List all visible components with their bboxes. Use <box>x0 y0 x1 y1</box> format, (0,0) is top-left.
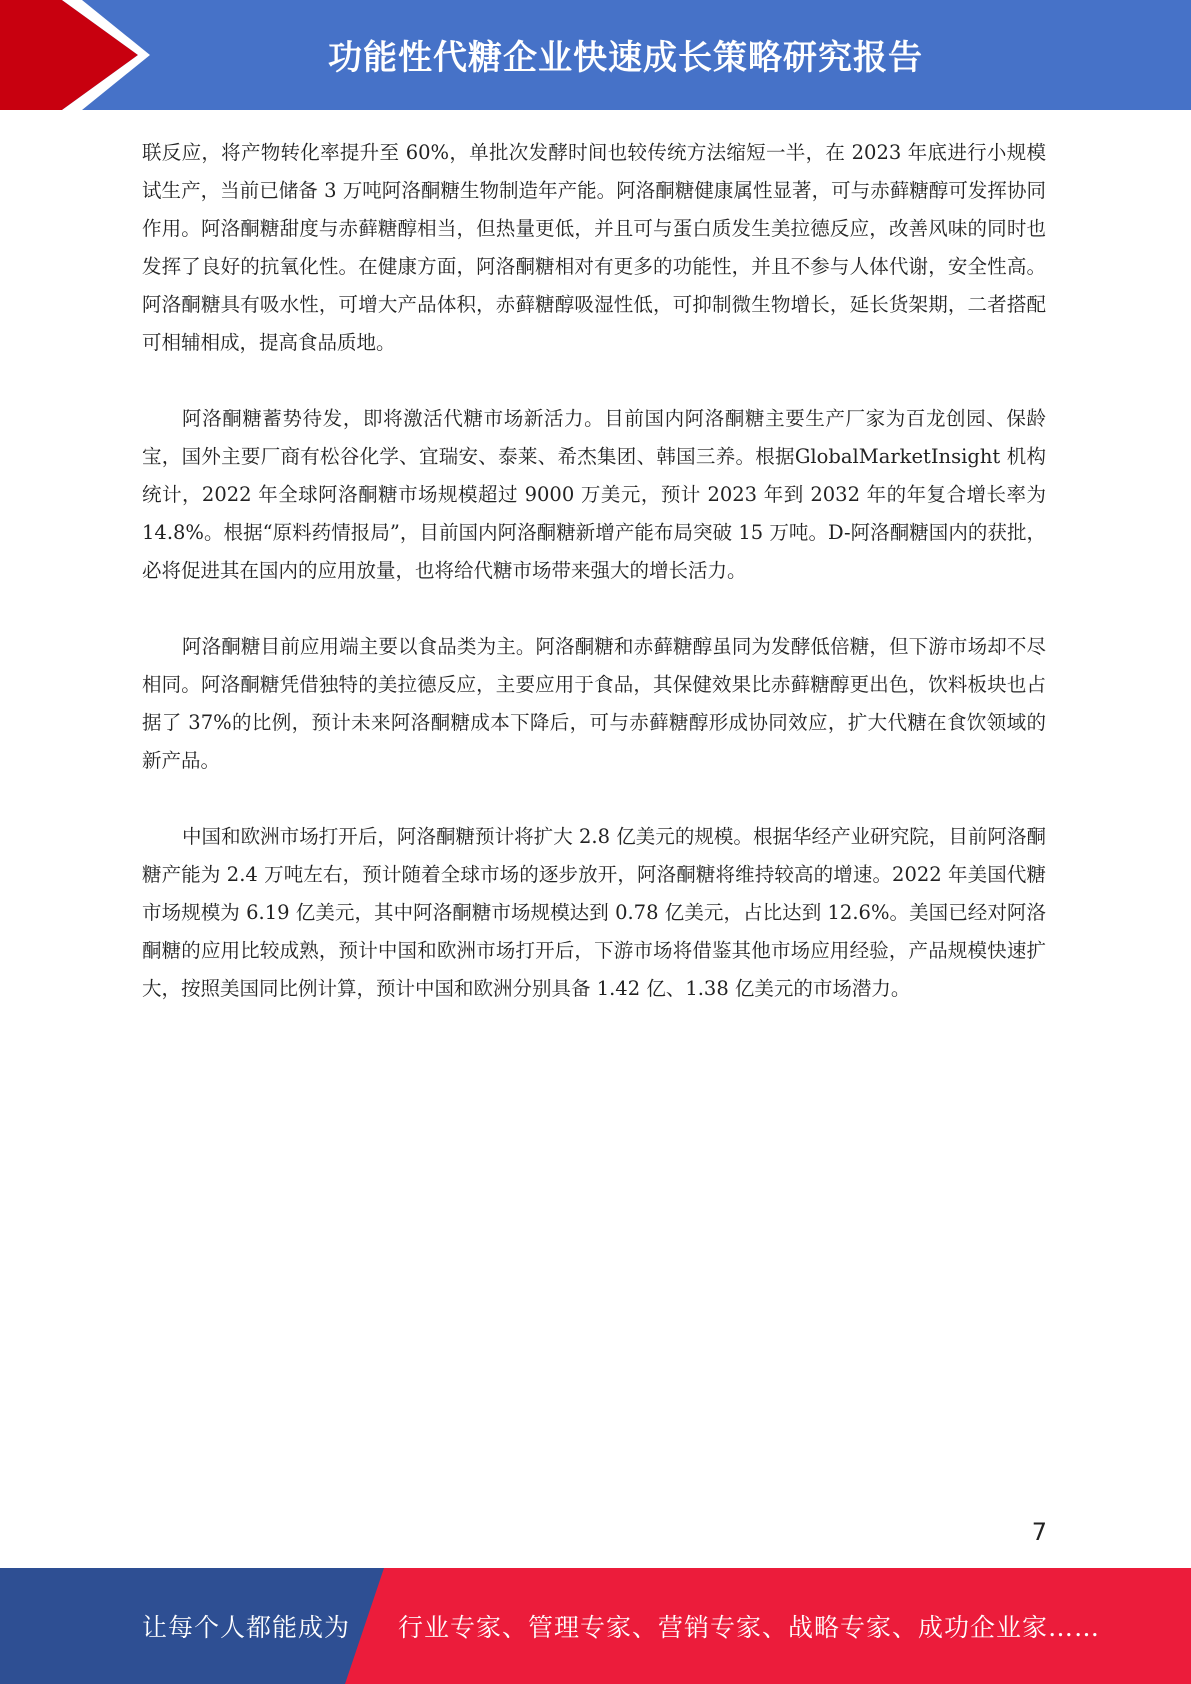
header-arrow-decoration <box>0 0 160 110</box>
page-header <box>0 0 1191 110</box>
footer-slogan-left: 让每个人都能成为 <box>142 1613 351 1642</box>
page-footer <box>0 1568 1191 1684</box>
article-body <box>142 134 1046 1046</box>
report-title: 功能性代糖企业快速成长策略研究报告 <box>328 37 923 78</box>
paragraph: 中国和欧洲市场打开后，阿洛酮糖预计将扩大 2.8 亿美元的规模。根据华经产业研究院，目前阿洛酮糖产能为 2.4 万吨左右，预计随着全球市场的逐步放开，阿洛酮糖将维持较高的增速。2022 年美国代糖市场规模为 6.19 亿美元，其中阿洛酮糖市场规模达到 0.78 亿美元，占比达到 12.6%。美国已经对阿洛酮糖的应用比较成熟，预计中国和欧洲市场打开后，下游市场将借鉴其他市场应用经验，产品规模快速扩大，按照美国同比例计算，预计中国和欧洲分别具备 1.42 亿、1.38 亿美元的市场潜力。 <box>142 825 1046 1000</box>
paragraph: 阿洛酮糖蓄势待发，即将激活代糖市场新活力。目前国内阿洛酮糖主要生产厂家为百龙创园、保龄宝，国外主要厂商有松谷化学、宜瑞安、泰莱、希杰集团、韩国三养。根据GlobalMarketInsight 机构统计，2022 年全球阿洛酮糖市场规模超过 9000 万美元，预计 2023 年到 2032 年的年复合增长率为 14.8%。根据“原料药情报局”，目前国内阿洛酮糖新增产能布局突破 15 万吨。D-阿洛酮糖国内的获批，必将促进其在国内的应用放量，也将给代糖市场带来强大的增长活力。 <box>142 407 1046 582</box>
footer-slogan-right: 行业专家、管理专家、营销专家、战略专家、成功企业家…… <box>398 1613 1101 1642</box>
page-number: 7 <box>1031 1518 1047 1546</box>
paragraph: 阿洛酮糖目前应用端主要以食品类为主。阿洛酮糖和赤藓糖醇虽同为发酵低倍糖，但下游市场却不尽相同。阿洛酮糖凭借独特的美拉德反应，主要应用于食品，其保健效果比赤藓糖醇更出色，饮料板块也占据了 37%的比例，预计未来阿洛酮糖成本下降后，可与赤藓糖醇形成协同效应，扩大代糖在食饮领域的新产品。 <box>142 635 1046 772</box>
paragraph: 联反应，将产物转化率提升至 60%，单批次发酵时间也较传统方法缩短一半，在 2023 年底进行小规模试生产，当前已储备 3 万吨阿洛酮糖生物制造年产能。阿洛酮糖健康属性显著，可与赤藓糖醇可发挥协同作用。阿洛酮糖甜度与赤藓糖醇相当，但热量更低，并且可与蛋白质发生美拉德反应，改善风味的同时也发挥了良好的抗氧化性。在健康方面，阿洛酮糖相对有更多的功能性，并且不参与人体代谢，安全性高。阿洛酮糖具有吸水性，可增大产品体积，赤藓糖醇吸湿性低，可抑制微生物增长，延长货架期，二者搭配可相辅相成，提高食品质地。 <box>142 141 1046 354</box>
